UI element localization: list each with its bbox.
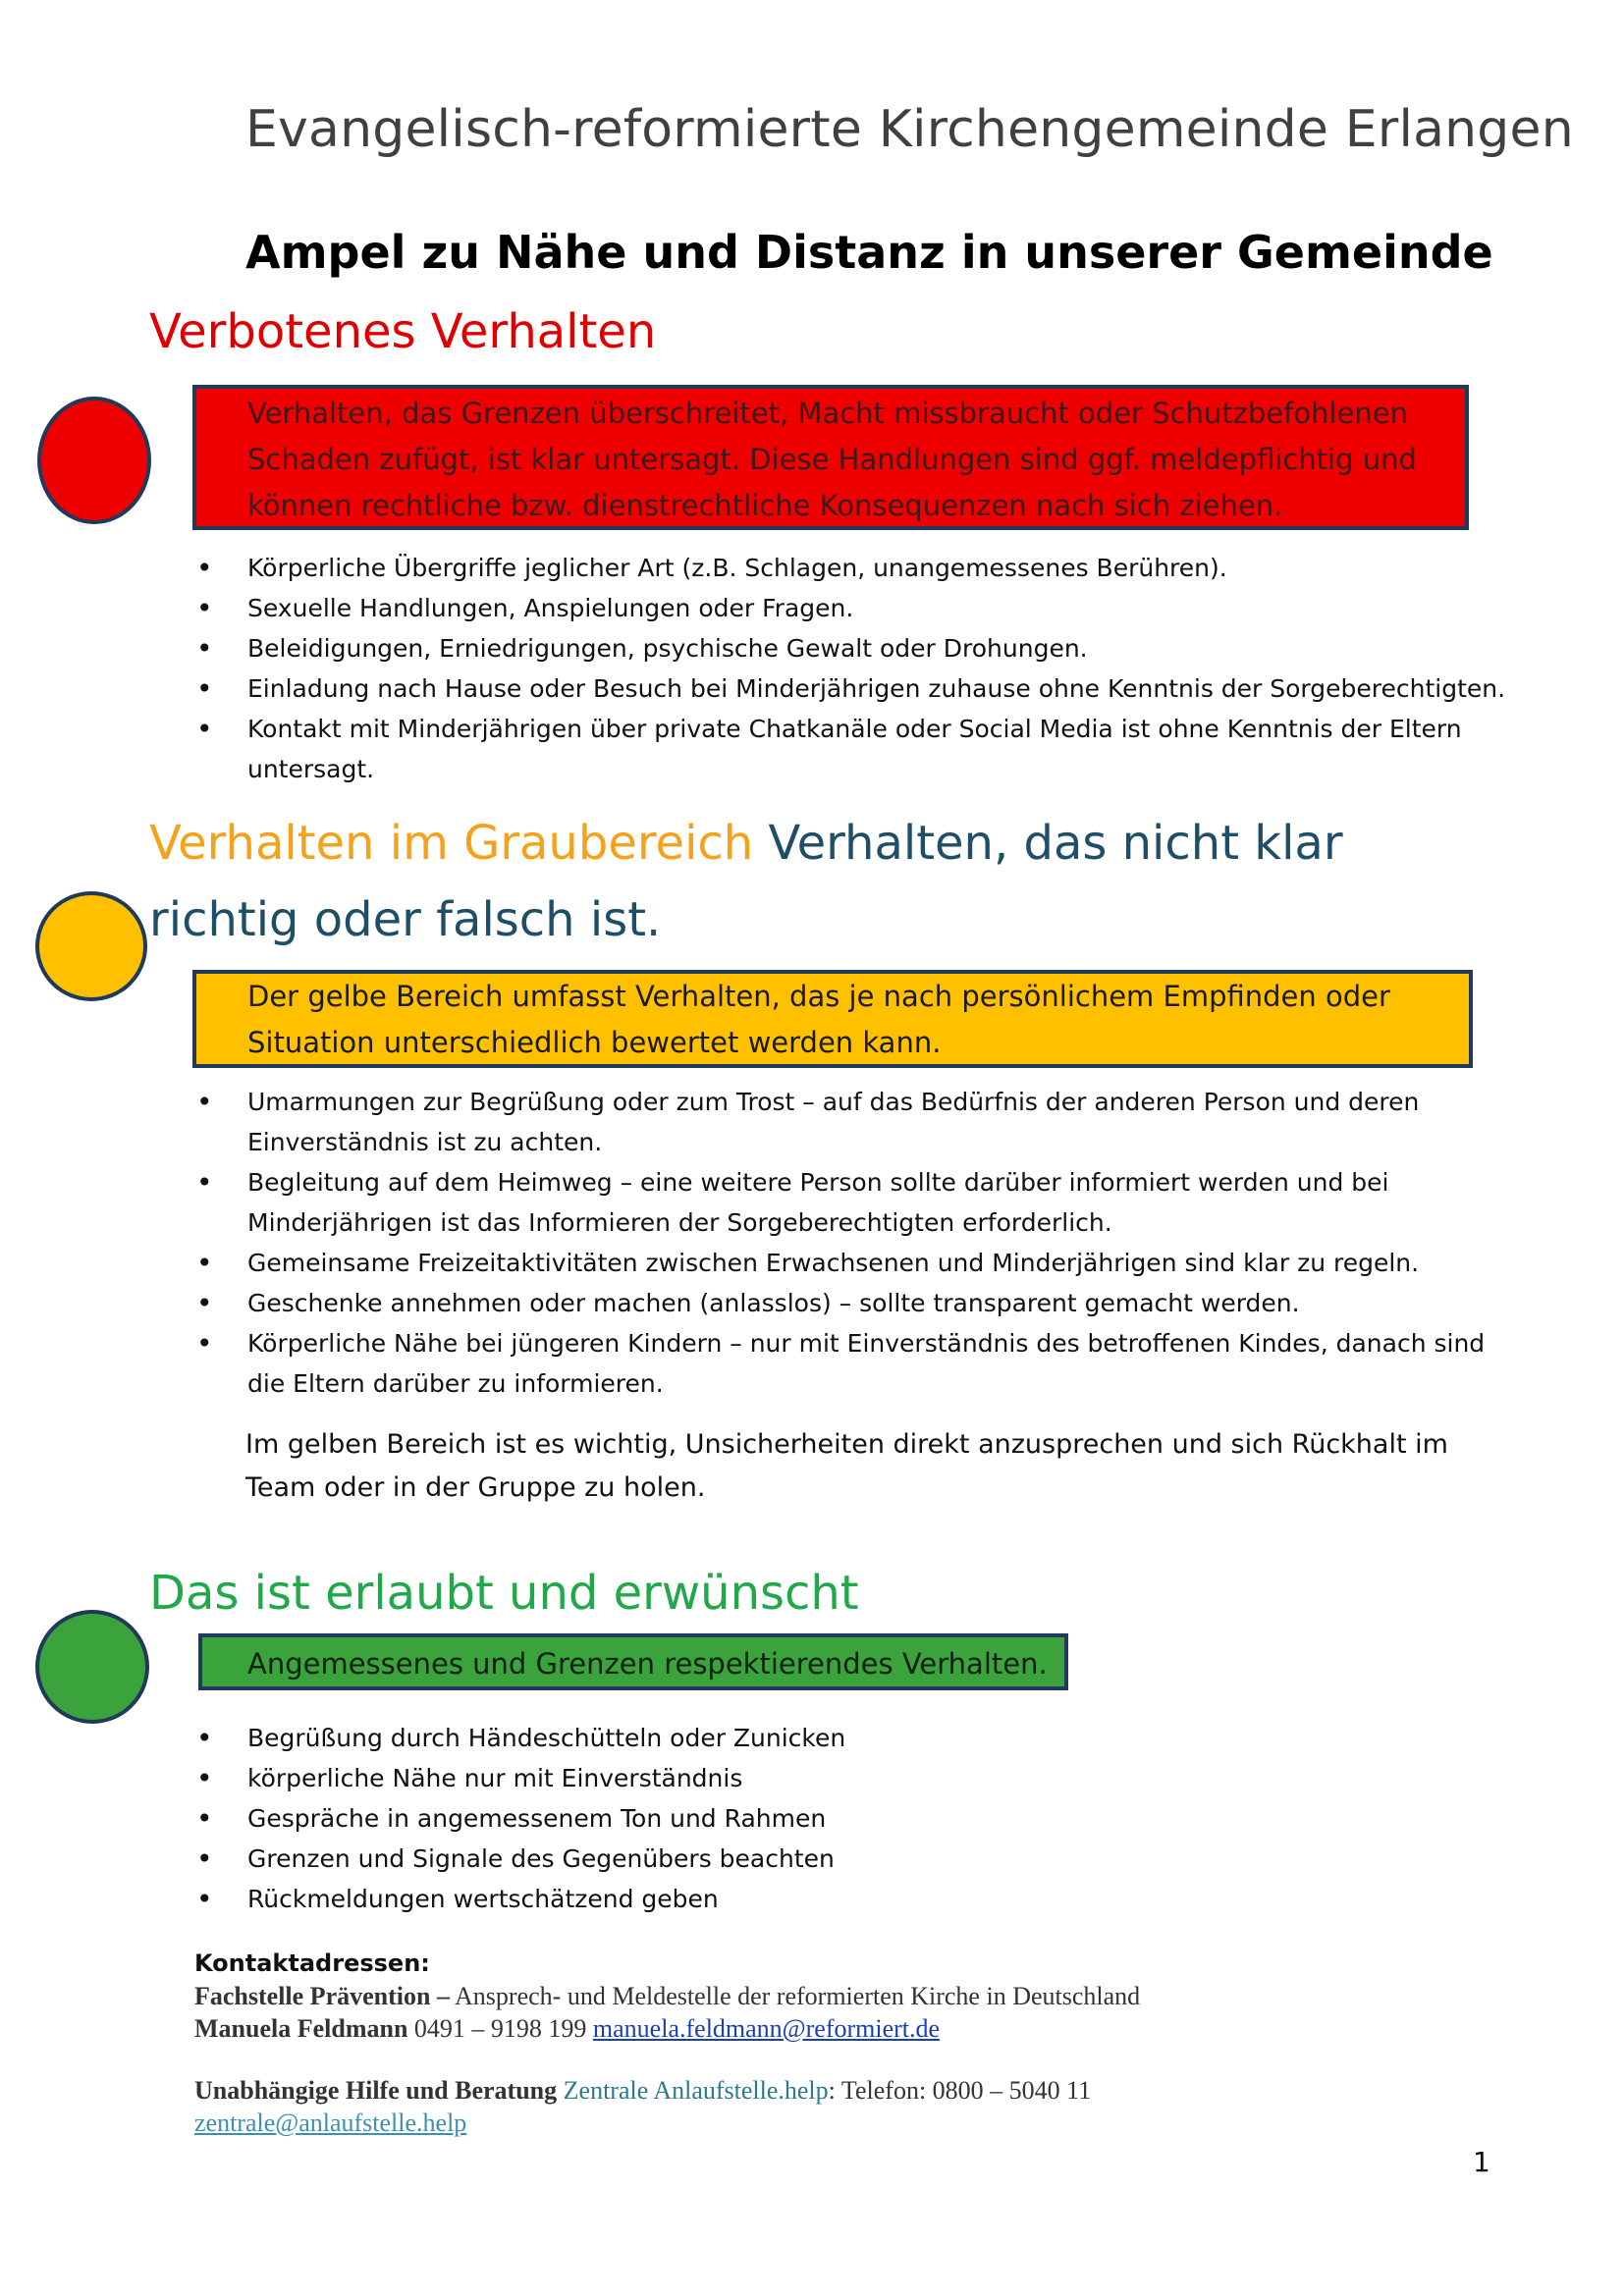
yellow-section-note: Im gelben Bereich ist es wichtig, Unsicherheiten direkt anzusprechen und sich Rückhalt im Team oder in der Gruppe zu holen. (245, 1429, 1448, 1503)
list-item: • Begleitung auf dem Heimweg – eine weitere Person sollte darüber informiert werden und bei Minderjährigen ist das Informieren der Sorgeberechtigten erforderlich. (196, 1162, 1512, 1243)
organization-header: Evangelisch-reformierte Kirchengemeinde Erlangen (245, 100, 1574, 159)
list-item: • Sexuelle Handlungen, Anspielungen oder Fragen. (196, 588, 1512, 628)
list-item: • Körperliche Übergriffe jeglicher Art (z.B. Schlagen, unangemessenes Berühren). (196, 548, 1512, 588)
list-item: • Grenzen und Signale des Gegenübers beachten (196, 1839, 1512, 1879)
green-section-heading: Das ist erlaubt und erwünscht (149, 1566, 859, 1621)
page-number: 1 (1473, 2146, 1490, 2178)
red-traffic-light-icon (37, 397, 151, 524)
help-title: Unabhängige Hilfe und Beratung (194, 2076, 558, 2105)
green-traffic-light-icon (35, 1610, 149, 1724)
yellow-definition-box: Der gelbe Bereich umfasst Verhalten, das je nach persönlichem Empfinden oder Situation unterschiedlich bewertet werden kann. (192, 970, 1473, 1068)
list-item: • Einladung nach Hause oder Besuch bei Minderjährigen zuhause ohne Kenntnis der Sorgeberechtigten. (196, 668, 1512, 709)
help-email-link[interactable]: zentrale@anlaufstelle.help (194, 2109, 467, 2137)
list-item: • Körperliche Nähe bei jüngeren Kindern – nur mit Einverständnis des betroffenen Kindes, danach sind die Eltern darüber zu informieren. (196, 1323, 1512, 1404)
person-line (194, 2012, 1520, 2045)
list-item: • Umarmungen zur Begrüßung oder zum Trost – auf das Bedürfnis der anderen Person und deren Einverständnis ist zu achten. (196, 1082, 1512, 1162)
page-title: Ampel zu Nähe und Distanz in unserer Gemeinde (245, 226, 1493, 279)
list-item: • Rückmeldungen wertschätzend geben (196, 1879, 1512, 1919)
help-email-line (194, 2107, 1520, 2139)
list-item: • Beleidigungen, Erniedrigungen, psychische Gewalt oder Drohungen. (196, 628, 1512, 668)
list-item: • Geschenke annehmen oder machen (anlasslos) – sollte transparent gemacht werden. (196, 1283, 1512, 1323)
red-section-heading: Verbotenes Verhalten (149, 304, 657, 359)
green-behavior-list (196, 1718, 1512, 1919)
yellow-heading-rest: Verhalten, das nicht klar richtig oder falsch ist. (149, 816, 1343, 947)
yellow-section-heading (149, 805, 1494, 958)
list-item: • Begrüßung durch Händeschütteln oder Zunicken (196, 1718, 1512, 1758)
list-item: • körperliche Nähe nur mit Einverständnis (196, 1758, 1512, 1798)
prevention-line (194, 1980, 1520, 2012)
yellow-behavior-list (196, 1082, 1512, 1404)
red-behavior-list (196, 548, 1512, 789)
help-line (194, 2074, 1520, 2107)
red-definition-box: Verhalten, das Grenzen überschreitet, Macht missbraucht oder Schutzbefohlenen Schaden zufügt, ist klar untersagt. Diese Handlungen sind ggf. meldepflichtig und können rechtliche bzw. dienstrechtliche Konsequenzen nach sich ziehen. (192, 385, 1469, 530)
contact-addresses (194, 1948, 1520, 2139)
yellow-traffic-light-icon (35, 891, 147, 1001)
list-item: • Gespräche in angemessenem Ton und Rahmen (196, 1798, 1512, 1839)
prevention-description: Ansprech- und Meldestelle der reformierten Kirche in Deutschland (455, 1982, 1141, 2010)
person-email-link[interactable]: manuela.feldmann@reformiert.de (592, 2014, 941, 2043)
prevention-title: Fachstelle Prävention – (194, 1982, 450, 2010)
help-phone: : Telefon: 0800 – 5040 11 (828, 2076, 1092, 2105)
list-item: • Gemeinsame Freizeitaktivitäten zwischen Erwachsenen und Minderjährigen sind klar zu regeln. (196, 1243, 1512, 1283)
green-definition-box: Angemessenes und Grenzen respektierendes Verhalten. (198, 1633, 1068, 1690)
yellow-heading-main: Verhalten im Graubereich (149, 816, 754, 871)
list-item: • Kontakt mit Minderjährigen über private Chatkanäle oder Social Media ist ohne Kenntnis der Eltern untersagt. (196, 709, 1512, 789)
contacts-label: Kontaktadressen: (194, 1949, 430, 1977)
help-organization: Zentrale Anlaufstelle.help (563, 2076, 829, 2105)
person-name: Manuela Feldmann (194, 2014, 408, 2043)
person-phone: 0491 – 9198 199 (413, 2014, 587, 2043)
